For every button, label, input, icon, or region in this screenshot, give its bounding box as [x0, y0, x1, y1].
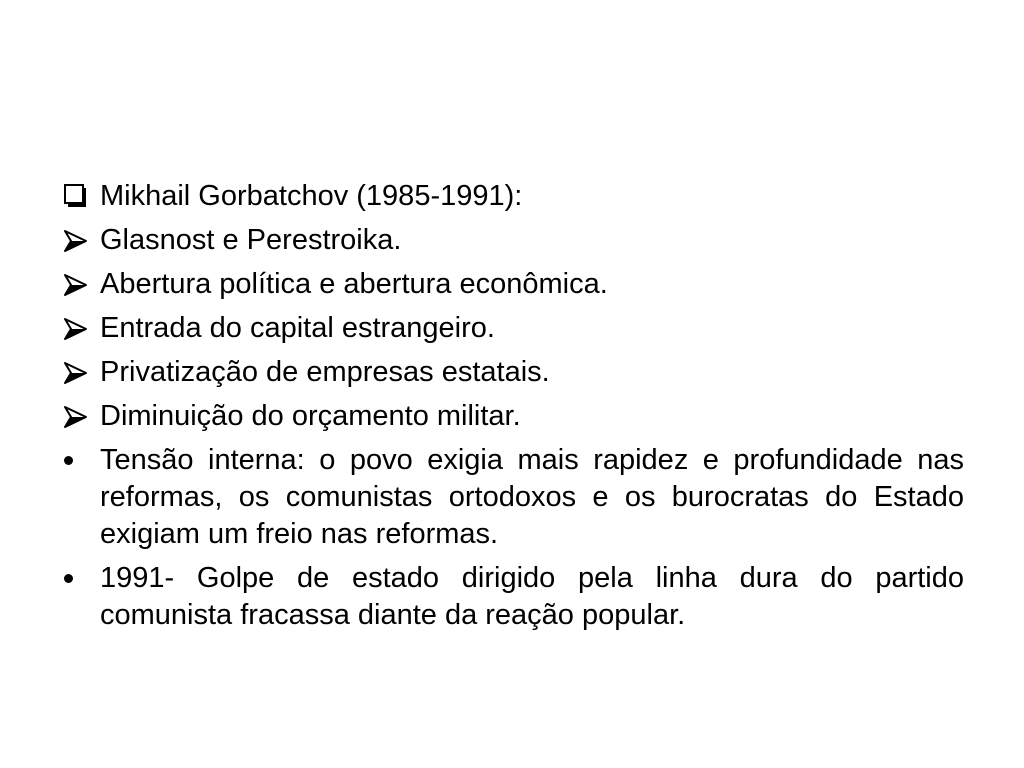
list-item-text: Privatização de empresas estatais.	[100, 356, 550, 388]
list-item	[62, 354, 964, 391]
arrowhead-bullet-icon	[62, 398, 100, 435]
list-item	[62, 442, 964, 553]
list-item	[62, 222, 964, 259]
list-item-text: 1991- Golpe de estado dirigido pela linha dura do partido comunista fracassa diante da reação popular.	[100, 562, 964, 631]
list-item-text: Diminuição do orçamento militar.	[100, 400, 521, 432]
dot-bullet-icon	[62, 560, 100, 597]
list-item-text: Tensão interna: o povo exigia mais rapidez e profundidade nas reformas, os comunistas ortodoxos e os burocratas do Estado exigiam um freio nas reformas.	[100, 444, 964, 550]
list-item-text: Mikhail Gorbatchov (1985-1991):	[100, 180, 523, 212]
checkbox-square-icon	[62, 178, 100, 215]
arrowhead-bullet-icon	[62, 310, 100, 347]
arrowhead-bullet-icon	[62, 222, 100, 259]
bullet-list	[62, 178, 964, 641]
list-item	[62, 310, 964, 347]
list-item	[62, 560, 964, 634]
arrowhead-bullet-icon	[62, 354, 100, 391]
dot-bullet-icon	[62, 442, 100, 479]
list-item	[62, 178, 964, 215]
list-item-text: Abertura política e abertura econômica.	[100, 268, 608, 300]
list-item-text: Entrada do capital estrangeiro.	[100, 312, 495, 344]
list-item	[62, 266, 964, 303]
list-item-text: Glasnost e Perestroika.	[100, 224, 402, 256]
arrowhead-bullet-icon	[62, 266, 100, 303]
list-item	[62, 398, 964, 435]
